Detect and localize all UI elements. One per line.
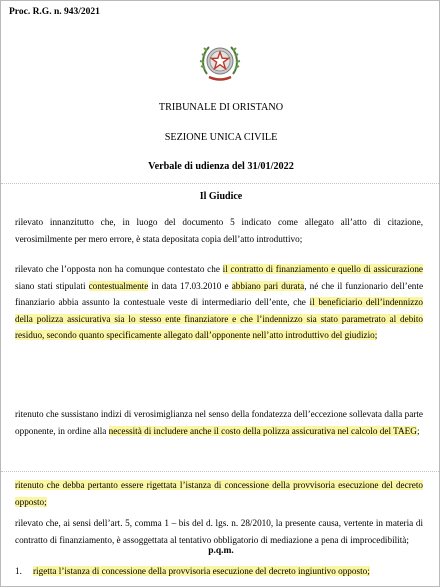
italian-republic-emblem-icon [197,38,243,84]
paragraph-text: siano stati stipulati [15,280,89,291]
highlighted-text: abbiano pari durata [231,280,305,291]
highlighted-text: ritenuto che debba pertanto essere rigettata l’istanza di concessione della provvisoria esecuzione del decreto opposto; [15,480,423,507]
paragraph-4 [15,477,423,510]
paragraph-text: in data 17.03.2010 e [148,280,232,291]
divider [1,183,440,184]
court-section: SEZIONE UNICA CIVILE [164,132,278,143]
pqm-heading: p.q.m. [208,546,234,556]
highlighted-text: il beneficiario dell’indennizzo della polizza assicurativa sia lo stesso ente finanziatore e che l’indennizzo sia stato parametrato al debito residuo, secondo quanto specificamente allegato dall’opponente nell’atto introduttivo del giudizio; [15,297,423,340]
paragraph-text: ; [416,425,420,436]
paragraph-2 [15,261,423,344]
paragraph-text: rilevato che, ai sensi dell’art. 5, comma 1 – bis del d. lgs. n. 28/2010, la presente causa, vertente in materia di contratto di finanziamento, è assoggettata al tentativo obbligatorio di mediazione a pena di improcedibilità; [15,518,423,545]
case-number: Proc. R.G. n. 943/2021 [9,7,100,17]
paragraph-5 [15,515,423,548]
paragraph-1 [15,214,423,247]
paragraph-3 [15,406,423,439]
highlighted-text: necessità di includere anche il costo della polizza assicurativa nel calcolo del TAEG [108,425,417,436]
highlighted-text: contestualmente [88,280,149,291]
paragraph-text: ritenuto che sussistano indizi di verosimiglianza nel senso della fondatezza dell’eccezione sollevata dalla parte opponente, in ordine alla [15,409,423,436]
order-text: rigetta l’istanza di concessione della provvisoria esecuzione del decreto ingiuntivo opposto; [33,566,370,576]
judge-heading: Il Giudice [199,191,243,202]
minutes-title: Verbale di udienza del 31/01/2022 [148,161,294,172]
court-name: TRIBUNALE DI ORISTANO [158,102,284,113]
highlighted-text: il contratto di finanziamento e quello di assicurazione [222,264,423,274]
divider [1,471,440,472]
order-item [15,564,425,579]
order-number: 1. [15,566,22,576]
paragraph-text: , né che il funzionario dell’ente finanziario abbia assunto la contestuale veste di intermediario dell’ente, che [15,280,424,307]
paragraph-text: rilevato innanzitutto che, in luogo del documento 5 indicato come allegato all’atto di citazione, verosimilmente per mero errore, è stata depositata copia dell’atto introduttivo; [15,217,423,244]
paragraph-text: rilevato che l’opposta non ha comunque contestato che [15,264,223,274]
